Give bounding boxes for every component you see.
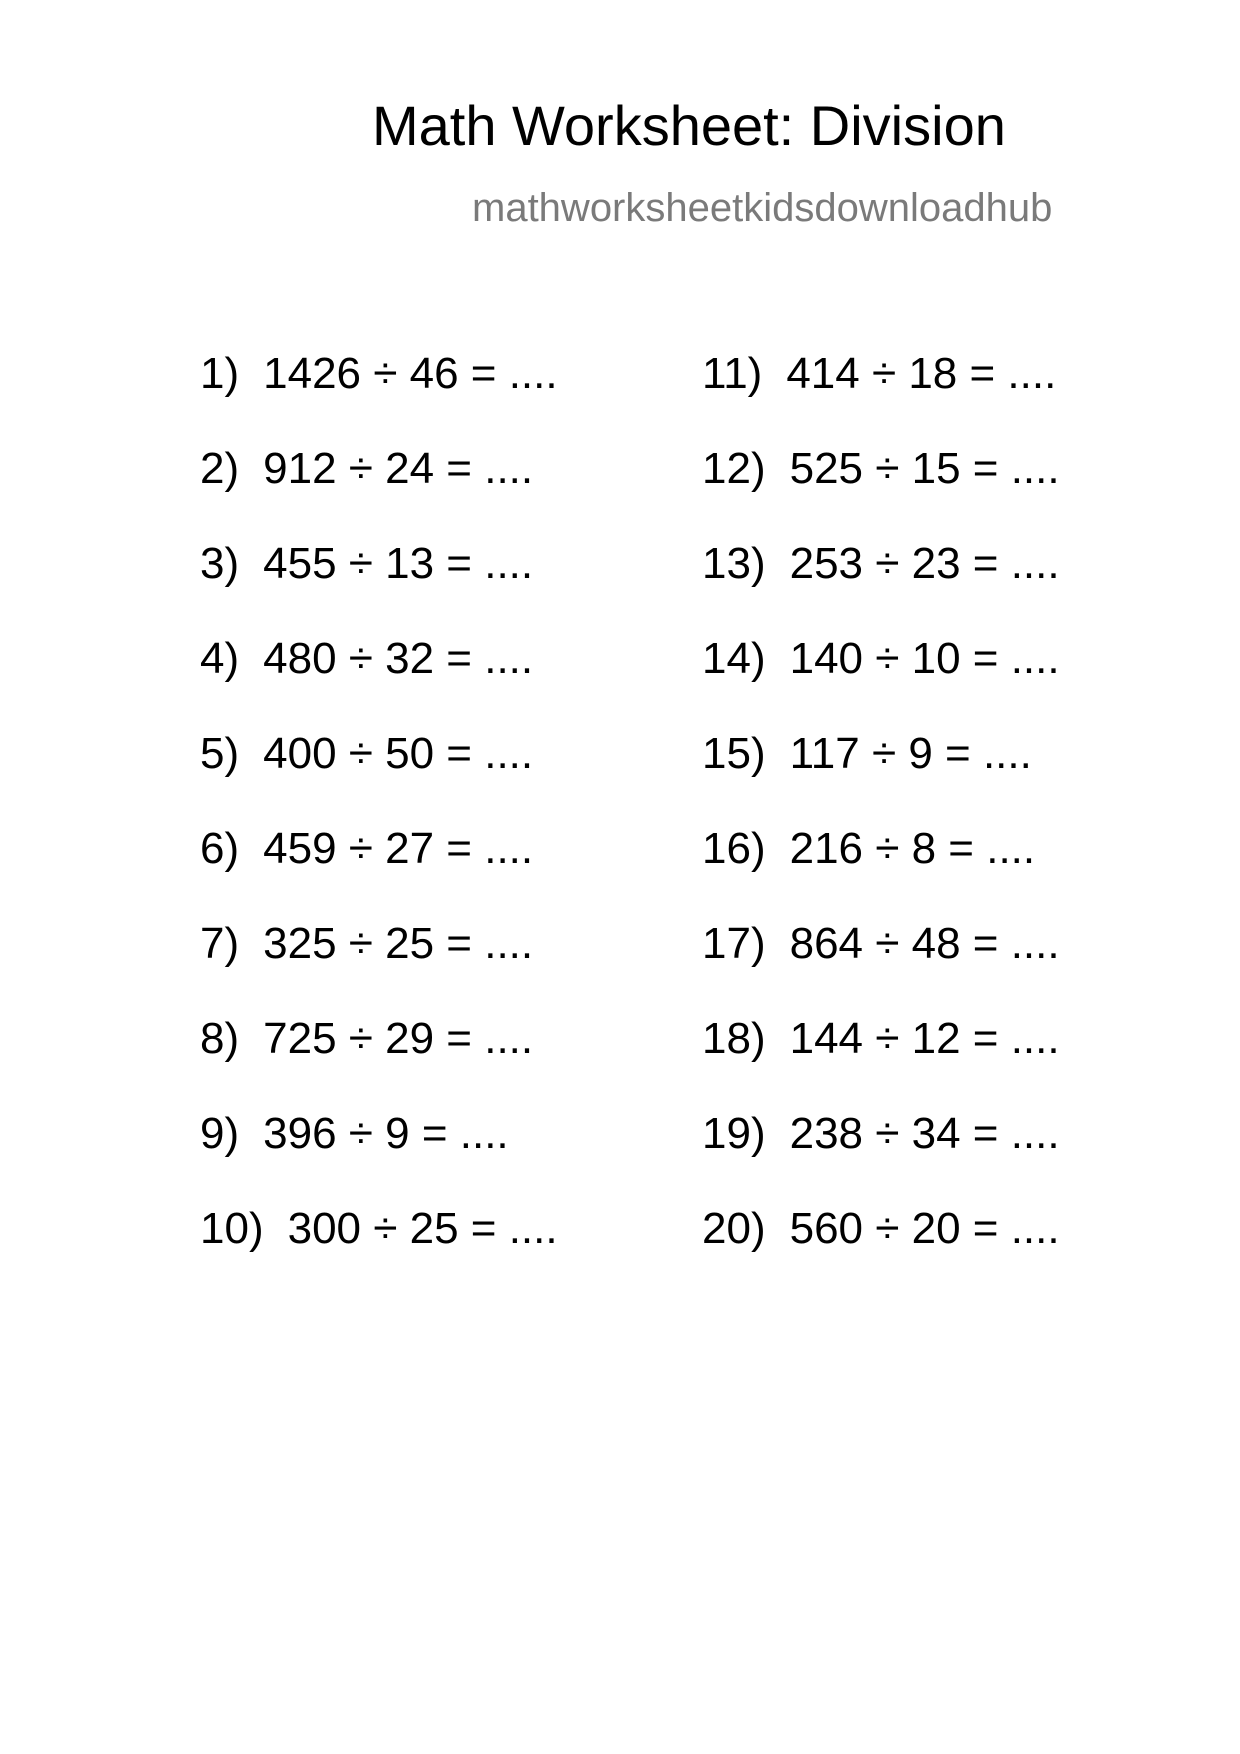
problem-item	[702, 1014, 1060, 1112]
problem-number: 16)	[702, 824, 766, 873]
worksheet-source: mathworksheetkidsdownloadhub	[472, 186, 1053, 230]
problem-number: 17)	[702, 919, 766, 968]
problem-expression: 216 ÷ 8 = ....	[789, 824, 1036, 873]
problem-item	[702, 1204, 1060, 1302]
problem-number: 20)	[702, 1204, 766, 1253]
problem-expression: 455 ÷ 13 = ....	[263, 539, 534, 588]
problem-number: 2)	[200, 444, 240, 493]
problem-column-left	[200, 349, 558, 1302]
problem-item	[702, 919, 1060, 1017]
problem-number: 11)	[702, 349, 763, 398]
problem-expression: 525 ÷ 15 = ....	[789, 444, 1060, 493]
problem-item	[702, 634, 1060, 732]
problem-item	[200, 919, 558, 1017]
problem-expression: 325 ÷ 25 = ....	[263, 919, 534, 968]
problem-number: 8)	[200, 1014, 240, 1063]
problem-item	[702, 349, 1060, 447]
problem-expression: 144 ÷ 12 = ....	[789, 1014, 1060, 1063]
problem-expression: 396 ÷ 9 = ....	[263, 1109, 509, 1158]
problem-item	[702, 444, 1060, 542]
problem-number: 19)	[702, 1109, 766, 1158]
problem-expression: 1426 ÷ 46 = ....	[263, 349, 558, 398]
problem-item	[200, 729, 558, 827]
problem-expression: 238 ÷ 34 = ....	[789, 1109, 1060, 1158]
problem-column-right	[702, 349, 1060, 1302]
problem-expression: 300 ÷ 25 = ....	[287, 1204, 558, 1253]
problem-expression: 480 ÷ 32 = ....	[263, 634, 534, 683]
problem-expression: 864 ÷ 48 = ....	[789, 919, 1060, 968]
problem-number: 15)	[702, 729, 766, 778]
problem-number: 1)	[200, 349, 240, 398]
problem-expression: 912 ÷ 24 = ....	[263, 444, 534, 493]
problem-number: 4)	[200, 634, 240, 683]
problem-expression: 725 ÷ 29 = ....	[263, 1014, 534, 1063]
problem-number: 9)	[200, 1109, 240, 1158]
problem-expression: 117 ÷ 9 = ....	[789, 729, 1032, 778]
problem-number: 10)	[200, 1204, 264, 1253]
problem-number: 3)	[200, 539, 240, 588]
problem-item	[200, 1204, 558, 1302]
problem-item	[702, 1109, 1060, 1207]
problem-expression: 140 ÷ 10 = ....	[789, 634, 1060, 683]
problem-number: 12)	[702, 444, 766, 493]
problem-item	[200, 824, 558, 922]
problem-expression: 400 ÷ 50 = ....	[263, 729, 534, 778]
problem-number: 7)	[200, 919, 240, 968]
problem-number: 5)	[200, 729, 240, 778]
problem-expression: 560 ÷ 20 = ....	[789, 1204, 1060, 1253]
problem-item	[200, 444, 558, 542]
problem-number: 18)	[702, 1014, 766, 1063]
problem-number: 14)	[702, 634, 766, 683]
problem-item	[200, 1014, 558, 1112]
problem-number: 13)	[702, 539, 766, 588]
problem-item	[200, 634, 558, 732]
problem-item	[702, 539, 1060, 637]
problem-expression: 253 ÷ 23 = ....	[789, 539, 1060, 588]
problem-item	[702, 824, 1060, 922]
problem-item	[200, 539, 558, 637]
problem-item	[200, 1109, 558, 1207]
problem-number: 6)	[200, 824, 240, 873]
problem-expression: 414 ÷ 18 = ....	[786, 349, 1057, 398]
problem-expression: 459 ÷ 27 = ....	[263, 824, 534, 873]
problem-item	[702, 729, 1060, 827]
problem-item	[200, 349, 558, 447]
worksheet-title: Math Worksheet: Division	[372, 94, 1006, 157]
